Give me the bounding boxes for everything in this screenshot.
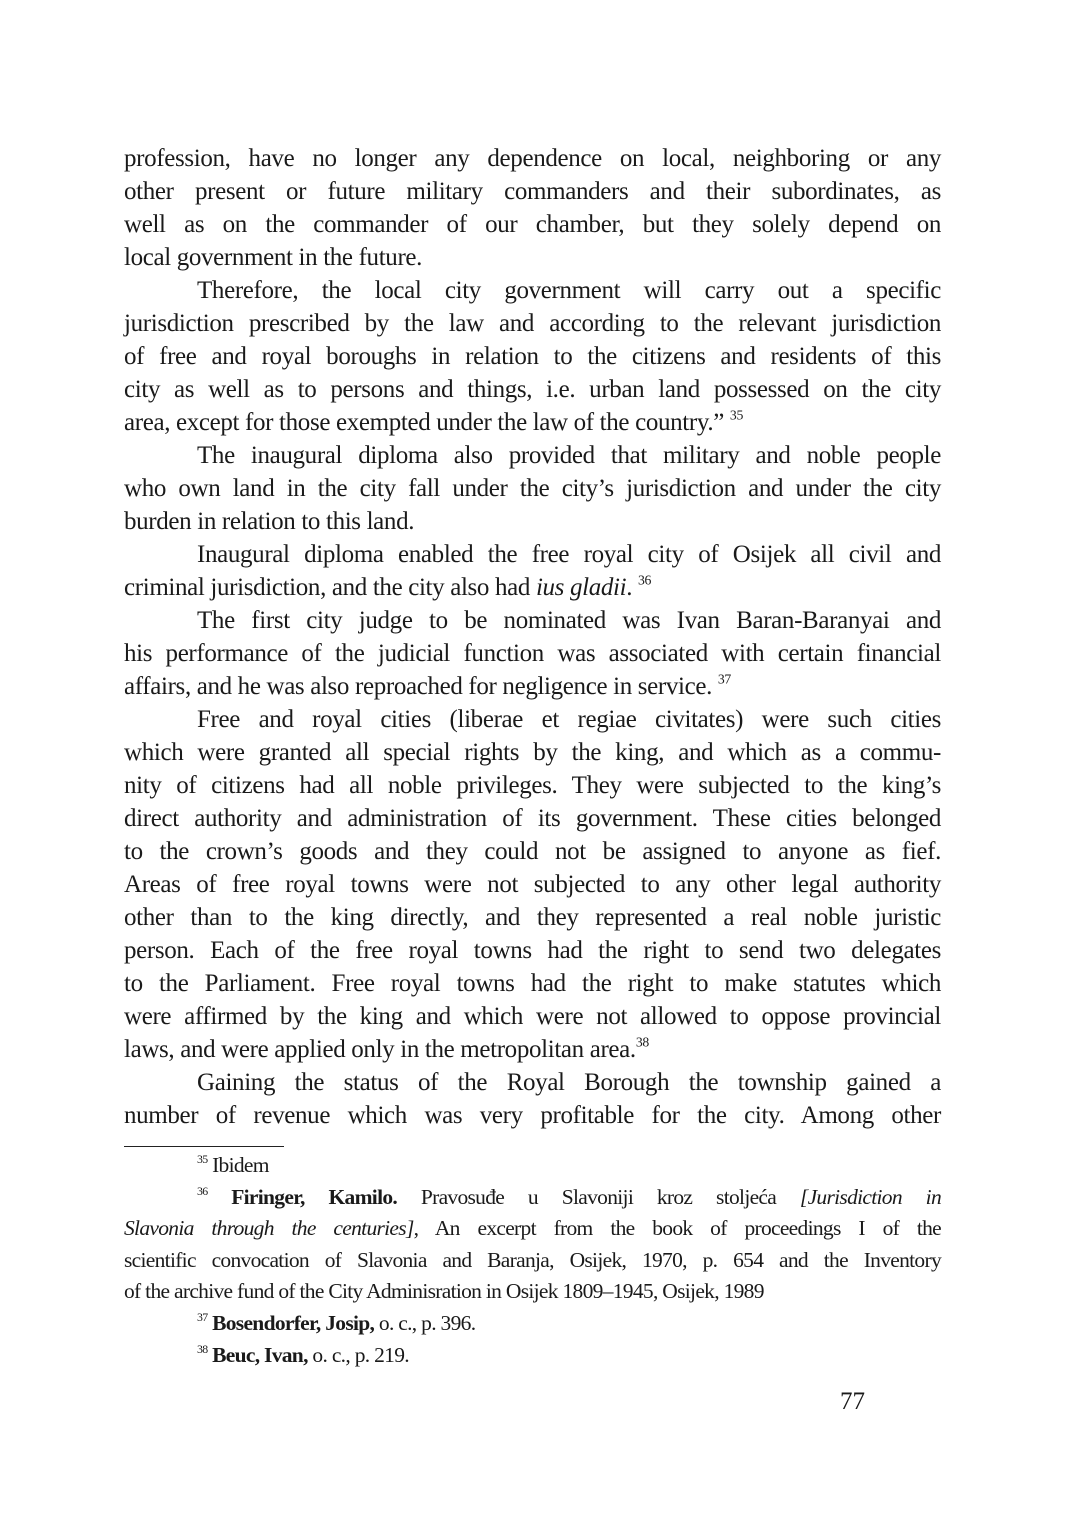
footnote-ref: 35 — [197, 1152, 208, 1167]
text-line — [124, 934, 941, 967]
body-text — [124, 142, 941, 1132]
text-line — [124, 1340, 941, 1372]
text-run: ius gladii — [535, 574, 627, 601]
text-run: which were granted all special rights by the king, and which as a commu- — [124, 739, 941, 766]
text-run: Firinger, Kamilo. — [231, 1184, 398, 1209]
footnote-ref: 35 — [729, 407, 743, 423]
text-line — [124, 637, 941, 670]
footnote — [124, 1340, 941, 1372]
text-run: o. c., p. 396. — [374, 1310, 476, 1335]
text-run: nity of citizens had all noble privileges. They were subjected to the king’s — [124, 772, 941, 799]
text-line — [124, 901, 941, 934]
text-run: [Jurisdiction in — [799, 1184, 941, 1209]
text-line — [124, 175, 941, 208]
text-line — [124, 307, 941, 340]
text-line — [124, 274, 941, 307]
text-run: person. Each of the free royal towns had the right to send two delegates — [124, 937, 941, 964]
text-run: jurisdiction prescribed by the law and according to the relevant jurisdiction — [124, 310, 941, 337]
page-number: 77 — [840, 1388, 865, 1415]
text-run: o. c., p. 219. — [307, 1342, 409, 1367]
footnote — [124, 1308, 941, 1340]
text-run: Gaining the status of the Royal Borough the township gained a — [197, 1069, 941, 1096]
footnote-ref: 36 — [197, 1183, 208, 1198]
text-run: his performance of the judicial function was associated with certain financial — [124, 640, 941, 667]
footnote-ref: 38 — [635, 1034, 649, 1050]
text-line — [124, 1033, 941, 1066]
text-line — [124, 1276, 941, 1308]
footnote — [124, 1150, 941, 1182]
text-run: burden in relation to this land. — [124, 508, 415, 535]
text-run: Ibidem — [207, 1153, 269, 1177]
text-line — [124, 1150, 941, 1182]
text-line — [124, 1099, 941, 1132]
text-run: other than to the king directly, and they represented a real noble juristic — [124, 904, 941, 931]
text-run: were affirmed by the king and which were not allowed to oppose provincial — [124, 1003, 941, 1030]
footnote-ref: 37 — [717, 671, 731, 687]
text-run: The inaugural diploma also provided that military and noble people — [197, 442, 941, 469]
text-run: of the archive fund of the City Adminisration in Osijek 1809–1945, Osijek, 1989 — [124, 1279, 764, 1304]
text-run: laws, and were applied only in the metropolitan area. — [124, 1036, 636, 1063]
paragraph — [124, 142, 941, 274]
paragraph — [124, 538, 941, 604]
text-run: to the Parliament. Free royal towns had the right to make statutes which — [124, 970, 941, 997]
footnote-ref: 36 — [638, 572, 652, 588]
text-line — [124, 241, 941, 274]
text-run: Pravosuđe u Slavoniji kroz stoljeća — [397, 1184, 800, 1209]
text-line — [124, 208, 941, 241]
text-line — [124, 802, 941, 835]
text-line — [124, 835, 941, 868]
text-line — [124, 340, 941, 373]
text-run: Therefore, the local city government will carry out a specific — [197, 277, 941, 304]
text-line — [124, 373, 941, 406]
text-line — [124, 1182, 941, 1214]
text-run: to the crown’s goods and they could not be assigned to anyone as fief. — [124, 838, 941, 865]
text-run: Inaugural diploma enabled the free royal city of Osijek all civil and — [197, 541, 941, 568]
text-line — [124, 505, 941, 538]
paragraph — [124, 439, 941, 538]
text-run: . — [626, 574, 639, 601]
footnote-divider — [124, 1146, 284, 1147]
text-run: of free and royal boroughs in relation to the citizens and residents of this — [124, 343, 941, 370]
text-run: , An excerpt from the book of proceedings I of the — [413, 1216, 941, 1241]
text-run: profession, have no longer any dependence on local, neighboring or any — [124, 145, 941, 172]
text-line — [124, 142, 941, 175]
text-run: criminal jurisdiction, and the city also had — [124, 574, 536, 601]
text-run: number of revenue which was very profitable for the city. Among other — [124, 1102, 941, 1129]
text-line — [124, 1308, 941, 1340]
text-run: The first city judge to be nominated was Ivan Baran-Baranyai and — [197, 607, 941, 634]
text-run: city as well as to persons and things, i.e. urban land possessed on the city — [124, 376, 941, 403]
footnote-ref: 37 — [197, 1310, 208, 1325]
text-line — [124, 406, 941, 439]
text-line — [124, 1245, 941, 1277]
text-line — [124, 472, 941, 505]
text-run: well as on the commander of our chamber, but they solely depend on — [124, 211, 941, 238]
text-run: Bosendorfer, Josip, — [212, 1310, 375, 1335]
paragraph — [124, 1066, 941, 1132]
text-line — [124, 769, 941, 802]
paragraph — [124, 703, 941, 1066]
text-run: area, except for those exempted under the law of the country.” — [124, 409, 730, 436]
text-line — [124, 538, 941, 571]
text-run: Free and royal cities (liberae et regiae civitates) were such cities — [197, 706, 941, 733]
text-run: scientific convocation of Slavonia and Baranja, Osijek, 1970, p. 654 and the Inventory — [124, 1247, 941, 1272]
text-line — [124, 439, 941, 472]
footnotes — [124, 1150, 941, 1371]
text-line — [124, 1066, 941, 1099]
text-line — [124, 670, 941, 703]
text-run: Beuc, Ivan, — [212, 1342, 308, 1367]
text-run: other present or future military commanders and their subordinates, as — [124, 178, 941, 205]
text-run: who own land in the city fall under the city’s jurisdiction and under the city — [124, 475, 941, 502]
text-line — [124, 868, 941, 901]
paragraph — [124, 274, 941, 439]
footnote — [124, 1182, 941, 1308]
text-line — [124, 967, 941, 1000]
text-run: Areas of free royal towns were not subjected to any other legal authority — [124, 871, 941, 898]
text-line — [124, 571, 941, 604]
text-line — [124, 604, 941, 637]
text-run: Slavonia through the centuries] — [124, 1216, 414, 1241]
text-run: direct authority and administration of its government. These cities belonged — [124, 805, 941, 832]
text-line — [124, 1000, 941, 1033]
footnote-ref: 38 — [197, 1341, 208, 1356]
paragraph — [124, 604, 941, 703]
text-run: local government in the future. — [124, 244, 423, 271]
text-run — [207, 1185, 231, 1209]
text-line — [124, 736, 941, 769]
text-line — [124, 1213, 941, 1245]
text-run: affairs, and he was also reproached for negligence in service. — [124, 673, 718, 700]
text-line — [124, 703, 941, 736]
